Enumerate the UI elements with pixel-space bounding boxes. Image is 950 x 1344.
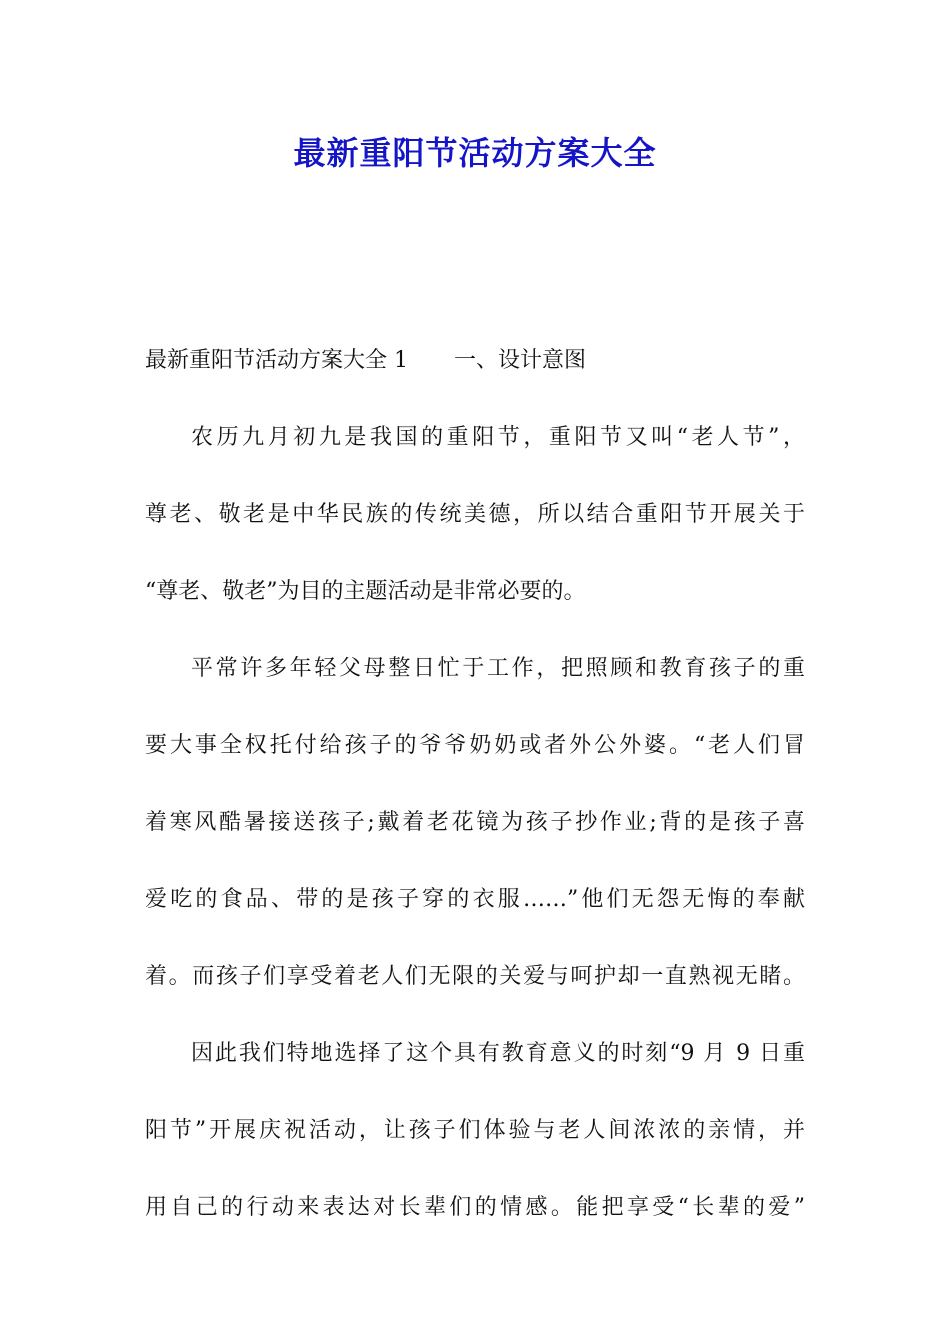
paragraph-line: 用自己的行动来表达对长辈们的情感。能把享受“长辈的爱” (145, 1195, 805, 1220)
paragraph-line: 因此我们特地选择了这个具有教育意义的时刻“9 月 9 日重 (191, 1041, 805, 1066)
section-heading-title: 最新重阳节活动方案大全 1 (145, 348, 408, 373)
paragraph-line: 要大事全权托付给孩子的爷爷奶奶或者外公外婆。“老人们冒 (145, 733, 805, 758)
document-body (145, 338, 805, 1262)
paragraph-line: 着。而孩子们享受着老人们无限的关爱与呵护却一直熟视无睹。 (145, 964, 805, 989)
paragraph-line: “尊老、敬老”为目的主题活动是非常必要的。 (145, 579, 586, 604)
paragraph-line: 阳节”开展庆祝活动，让孩子们体验与老人间浓浓的亲情，并 (145, 1118, 805, 1143)
paragraph-line: 着寒风酷暑接送孩子;戴着老花镜为孩子抄作业;背的是孩子喜 (145, 810, 805, 835)
section-heading-subtitle: 一、设计意图 (454, 348, 587, 373)
paragraph-line: 平常许多年轻父母整日忙于工作，把照顾和教育孩子的重 (191, 656, 805, 681)
document-title: 最新重阳节活动方案大全 (293, 134, 657, 172)
section-heading (145, 338, 805, 383)
paragraph-line: 尊老、敬老是中华民族的传统美德，所以结合重阳节开展关于 (145, 502, 805, 527)
paragraph-line: 农历九月初九是我国的重阳节，重阳节又叫“老人节”， (191, 425, 805, 450)
paragraph-line: 爱吃的食品、带的是孩子穿的衣服……”他们无怨无悔的奉献 (145, 887, 805, 912)
